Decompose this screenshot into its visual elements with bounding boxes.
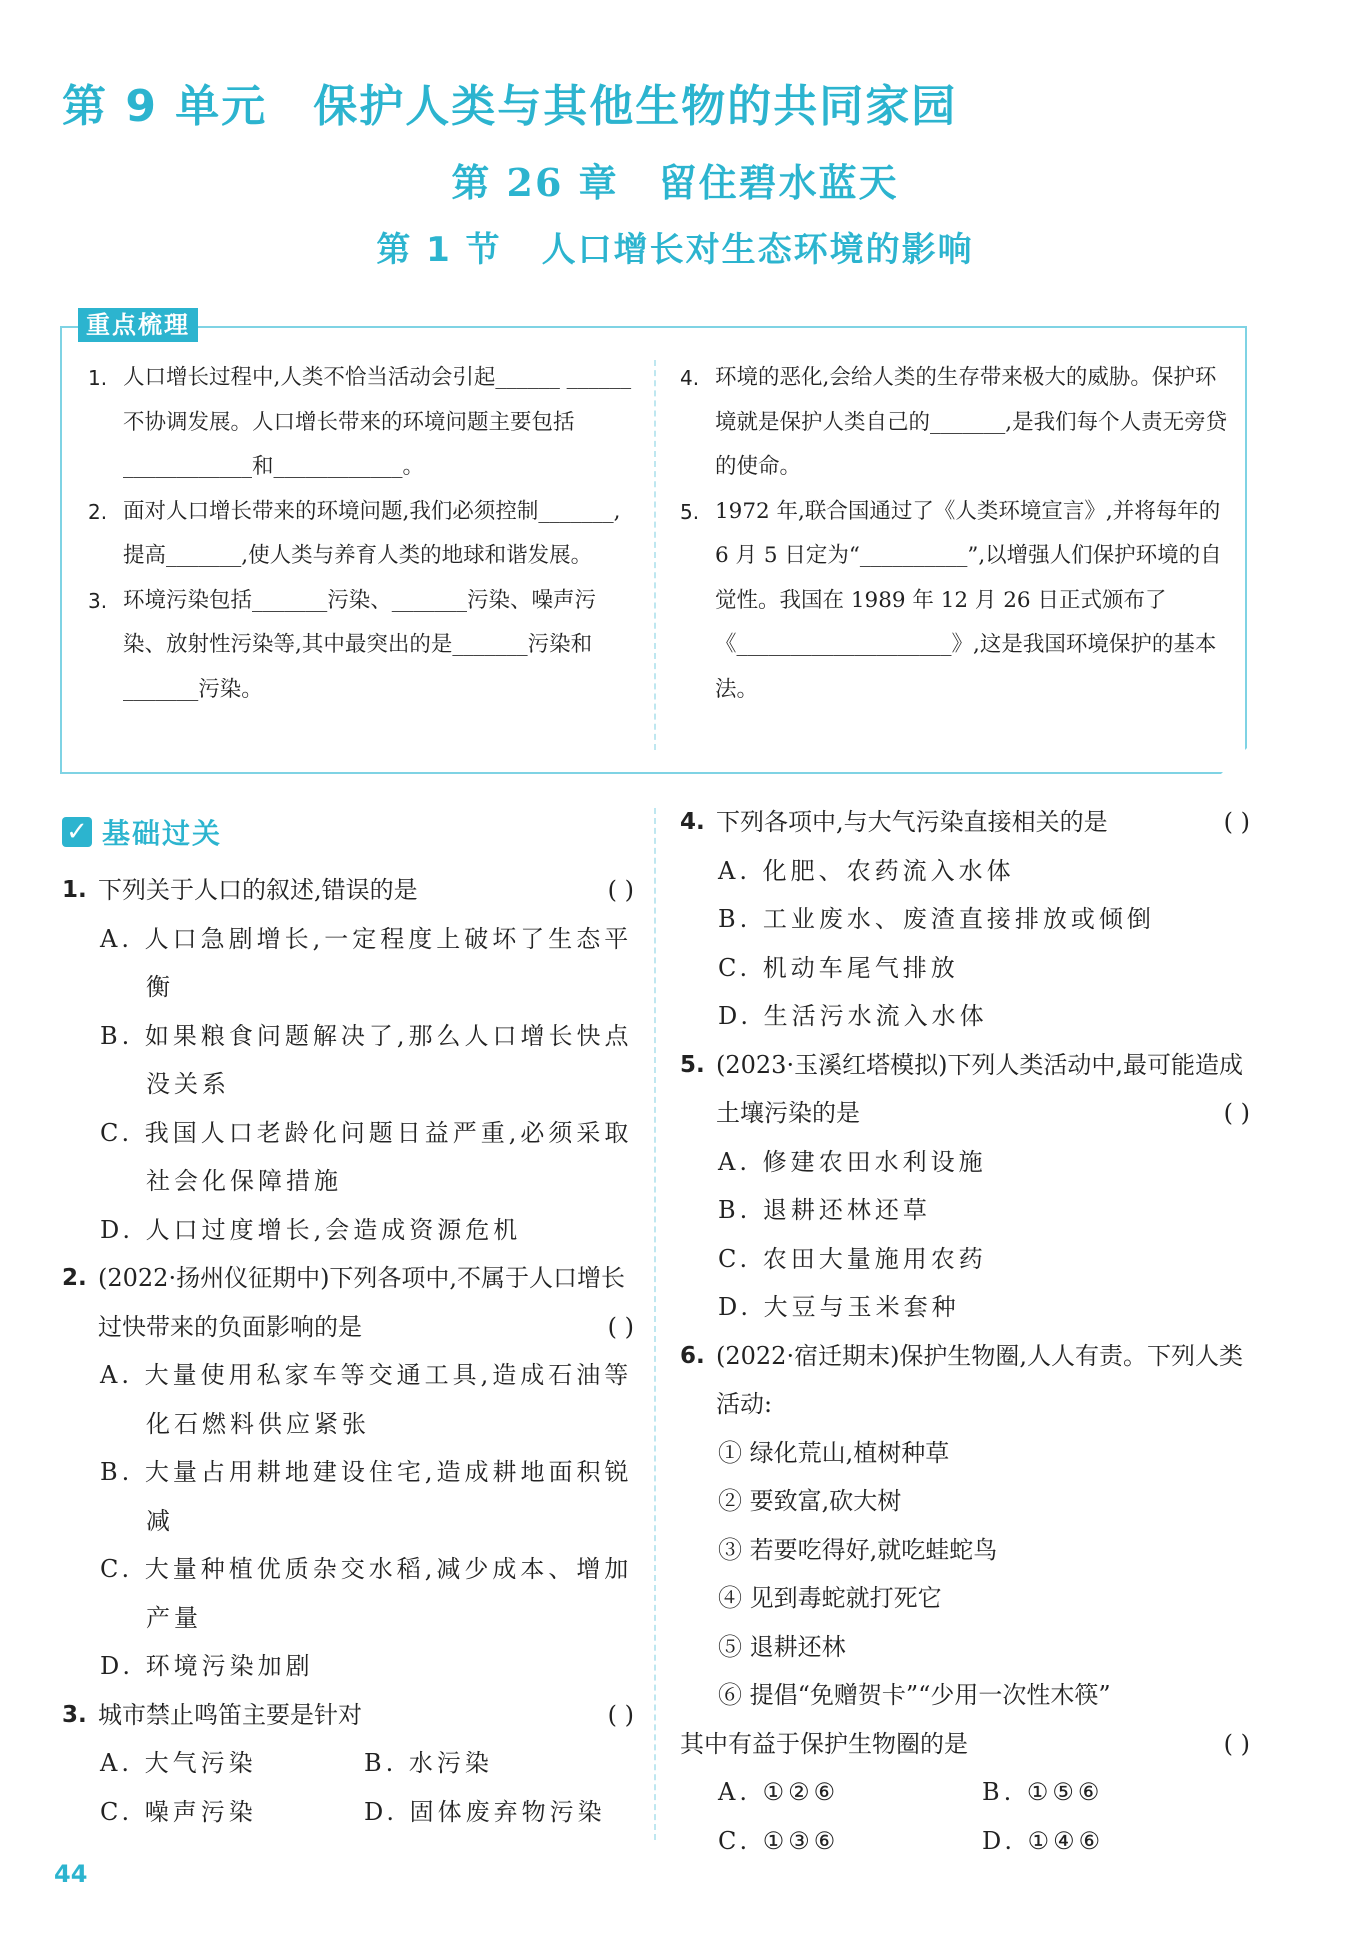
activity-item: ④ 见到毒蛇就打死它 — [718, 1584, 942, 1612]
chapter-name: 留住碧水蓝天 — [658, 160, 899, 205]
question-number: 6. — [680, 1342, 705, 1369]
key-point-number: 4. — [680, 366, 700, 390]
activity-item: ③ 若要吃得好,就吃蛙蛇鸟 — [718, 1535, 998, 1564]
questions-right-column — [680, 798, 1250, 1865]
key-point-item — [88, 490, 633, 579]
key-points-left-column — [88, 356, 633, 712]
key-point-text: 1972 年,联合国通过了《人类环境宣言》,并将每年的 6 月 5 日定为“__________”,以增强人们保护环境的自觉性。我国在 1989 年 12 月 26 日正式颁布了《____________________》,这是我国环境保护的基本法。 — [715, 498, 1222, 702]
question-number: 2. — [62, 1265, 87, 1291]
unit-name: 保护人类与其他生物的共同家园 — [313, 81, 958, 132]
unit-number: 第 9 单元 — [62, 81, 268, 132]
question-stem: 城市禁止鸣笛主要是针对 — [98, 1700, 362, 1729]
option: C. 噪声污染 — [100, 1797, 257, 1826]
key-point-number: 2. — [88, 499, 108, 524]
option: C. 农田大量施用农药 — [718, 1244, 987, 1273]
key-points-divider — [654, 360, 656, 750]
question-2 — [62, 1254, 634, 1351]
question-stem: (2023·玉溪红塔模拟)下列人类活动中,最可能造成土壤污染的是 — [716, 1050, 1244, 1127]
option: D. 人口过度增长,会造成资源危机 — [100, 1215, 522, 1244]
option: C. 大量种植优质杂交水稻,减少成本、增加产量 — [100, 1555, 633, 1632]
activity-item: ⑥ 提倡“免赠贺卡”“少用一次性木筷” — [718, 1681, 1111, 1709]
activity-item: ② 要致富,砍大树 — [718, 1487, 902, 1515]
column-divider — [654, 808, 656, 1840]
question-stem: (2022·宿迁期末)保护生物圈,人人有责。下列人类活动: — [716, 1341, 1244, 1418]
key-point-text: 面对人口增长带来的环境问题,我们必须控制_______,提高_______,使人类与养育人类的地球和谐发展。 — [123, 498, 621, 568]
option: A. 大量使用私家车等交通工具,造成石油等化石燃料供应紧张 — [100, 1361, 633, 1438]
option-row — [62, 1788, 634, 1837]
key-point-text: 环境的恶化,会给人类的生存带来极大的威胁。保护环境就是保护人类自己的_______,是我们每个人责无旁贷的使命。 — [715, 365, 1228, 479]
page-number: 44 — [54, 1860, 88, 1888]
section-title — [0, 222, 1350, 271]
activity-item: ① 绿化荒山,植树种草 — [718, 1438, 950, 1467]
option: A. 人口急剧增长,一定程度上破坏了生态平衡 — [100, 924, 633, 1001]
key-point-number: 5. — [680, 499, 700, 524]
option: A. ①②⑥ — [718, 1778, 840, 1806]
option: A. 化肥、农药流入水体 — [718, 856, 1015, 885]
question-6 — [680, 1332, 1250, 1429]
option-row — [680, 1817, 1250, 1866]
option: D. ①④⑥ — [982, 1826, 1105, 1855]
answer-paren: ( ) — [1223, 1099, 1250, 1127]
check-icon: ✓ — [62, 817, 92, 847]
option: B. 退耕还林还草 — [718, 1196, 931, 1224]
basics-label: 基础过关 — [102, 817, 223, 850]
question-number: 3. — [62, 1701, 87, 1728]
question-6-tail — [680, 1720, 1250, 1769]
key-point-item — [680, 490, 1230, 713]
question-stem: 下列关于人口的叙述,错误的是 — [98, 876, 418, 904]
key-point-item — [88, 356, 633, 490]
question-4 — [680, 798, 1250, 847]
answer-paren: ( ) — [1223, 1729, 1250, 1758]
section-name: 人口增长对生态环境的影响 — [541, 230, 974, 270]
option: D. 环境污染加剧 — [100, 1652, 314, 1680]
option-row — [62, 1739, 634, 1788]
answer-paren: ( ) — [1223, 808, 1250, 836]
chapter-number: 第 26 章 — [451, 160, 619, 205]
option: A. 大气污染 — [100, 1749, 257, 1777]
option: A. 修建农田水利设施 — [718, 1147, 987, 1176]
question-number: 1. — [62, 877, 87, 903]
option: D. 大豆与玉米套种 — [718, 1293, 960, 1321]
key-point-item — [680, 356, 1230, 490]
key-point-text: 人口增长过程中,人类不恰当活动会引起______ ______不协调发展。人口增长带来的环境问题主要包括____________和____________。 — [123, 365, 632, 479]
option: B. 大量占用耕地建设住宅,造成耕地面积锐减 — [100, 1458, 633, 1535]
question-1 — [62, 866, 634, 915]
key-point-number: 3. — [88, 588, 108, 613]
option-row — [680, 1768, 1250, 1817]
key-points-right-column — [680, 356, 1230, 712]
questions-left-column — [62, 866, 634, 1836]
option: C. ①③⑥ — [718, 1826, 840, 1855]
answer-paren: ( ) — [607, 1700, 634, 1729]
section-number: 第 1 节 — [376, 230, 502, 270]
activity-item: ⑤ 退耕还林 — [718, 1632, 846, 1661]
unit-title — [62, 70, 957, 134]
question-tail: 其中有益于保护生物圈的是 — [680, 1729, 968, 1758]
option: B. 水污染 — [364, 1749, 493, 1777]
key-point-number: 1. — [88, 366, 108, 390]
question-stem: 下列各项中,与大气污染直接相关的是 — [716, 808, 1108, 836]
answer-paren: ( ) — [607, 876, 634, 904]
option: C. 我国人口老龄化问题日益严重,必须采取社会化保障措施 — [100, 1118, 633, 1195]
option: B. ①⑤⑥ — [982, 1778, 1104, 1806]
option: B. 工业废水、废渣直接排放或倾倒 — [718, 905, 1155, 933]
answer-paren: ( ) — [607, 1312, 634, 1341]
option: C. 机动车尾气排放 — [718, 953, 959, 982]
question-number: 4. — [680, 809, 705, 835]
chapter-title — [0, 152, 1350, 207]
key-point-item — [88, 579, 633, 713]
basics-tag — [62, 810, 222, 854]
option: D. 固体废弃物污染 — [364, 1797, 606, 1826]
question-3 — [62, 1691, 634, 1740]
question-number: 5. — [680, 1051, 705, 1078]
key-point-text: 环境污染包括_______污染、_______污染、噪声污染、放射性污染等,其中最突出的是_______污染和_______污染。 — [123, 587, 597, 702]
option: D. 生活污水流入水体 — [718, 1002, 988, 1030]
option: B. 如果粮食问题解决了,那么人口增长快点没关系 — [100, 1021, 633, 1098]
question-5 — [680, 1041, 1250, 1138]
key-points-tag: 重点梳理 — [78, 308, 198, 342]
question-stem: (2022·扬州仪征期中)下列各项中,不属于人口增长过快带来的负面影响的是 — [98, 1264, 626, 1341]
